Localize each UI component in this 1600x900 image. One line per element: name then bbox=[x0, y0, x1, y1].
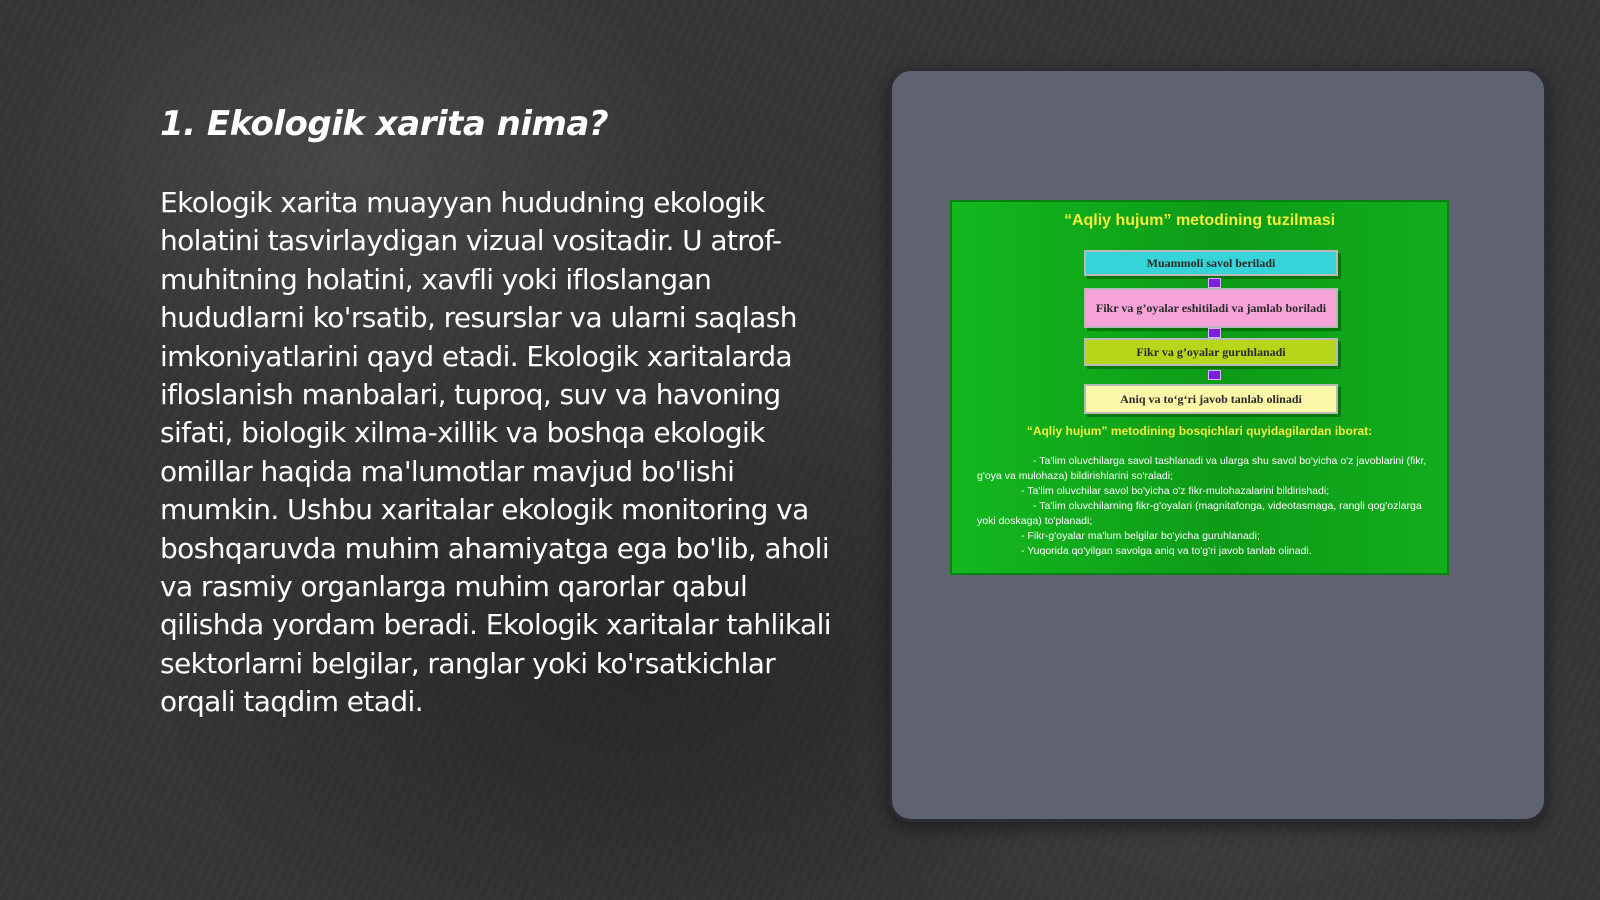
diagram-step-4: Aniq va to‘g‘ri javob tanlab olinadi bbox=[1084, 384, 1338, 414]
list-item: - Ta'lim oluvchilar savol bo'yicha o'z fikr-mulohazalarini bildirishadi; bbox=[1021, 485, 1330, 497]
list-item: - Ta'lim oluvchilarning fikr-g'oyalari (magnitafonga, videotasmaga, rangli qog'ozlarga yoki doskaga) to'planadi; bbox=[977, 500, 1422, 527]
diagram-step-1: Muammoli savol beriladi bbox=[1084, 250, 1338, 276]
list-item: - Yuqorida qo'yilgan savolga aniq va to'g'ri javob tanlab olinadi. bbox=[1021, 545, 1312, 557]
diagram-subtitle: “Aqliy hujum” metodining bosqichlari quyidagilardan iborat: bbox=[1026, 424, 1373, 438]
slide-body-text: Ekologik xarita muayyan hududning ekologik holatini tasvirlaydigan vizual vositadir. U atrof-muhitning holatini, xavfli yoki ifloslangan hududlarni ko'rsatib, resurslar va ularni saqlash imkoniyatlarini qayd etadi. Ekologik xaritalarda ifloslanish manbalari, tuproq, suv va havoning sifati, biologik xilma-xillik va boshqa ekologik omillar haqida ma'lumotlar mavjud bo'lishi mumkin. Ushbu xaritalar ekologik monitoring va boshqaruvda muhim ahamiyatga ega bo'lib, aholi va rasmiy organlarga muhim qarorlar qabul qilishda yordam beradi. Ekologik xaritalar tahlikali sektorlarni belgilar, ranglar yoki ko'rsatkichlar orqali taqdim etadi. bbox=[160, 186, 831, 719]
down-arrow-icon bbox=[1208, 278, 1221, 288]
diagram-step-2: Fikr va g’oyalar eshitiladi va jamlab boriladi bbox=[1084, 288, 1338, 328]
diagram-step-list bbox=[977, 454, 1433, 559]
embedded-diagram-image bbox=[950, 200, 1449, 575]
diagram-step-3: Fikr va g’oyalar guruhlanadi bbox=[1084, 338, 1338, 366]
down-arrow-icon bbox=[1208, 328, 1221, 338]
list-item: - Ta'lim oluvchilarga savol tashlanadi va ularga shu savol bo'yicha o'z javoblarini (fikr, g'oya va mulohaza) bildirishlarini so'raladi; bbox=[977, 455, 1427, 482]
down-arrow-icon bbox=[1208, 370, 1221, 380]
list-item: - Fikr-g'oyalar ma'lum belgilar bo'yicha guruhlanadi; bbox=[1021, 530, 1260, 542]
diagram-title: “Aqliy hujum” metodining tuzilmasi bbox=[1063, 212, 1336, 229]
slide-title: 1. Ekologik xarita nima? bbox=[160, 104, 609, 144]
